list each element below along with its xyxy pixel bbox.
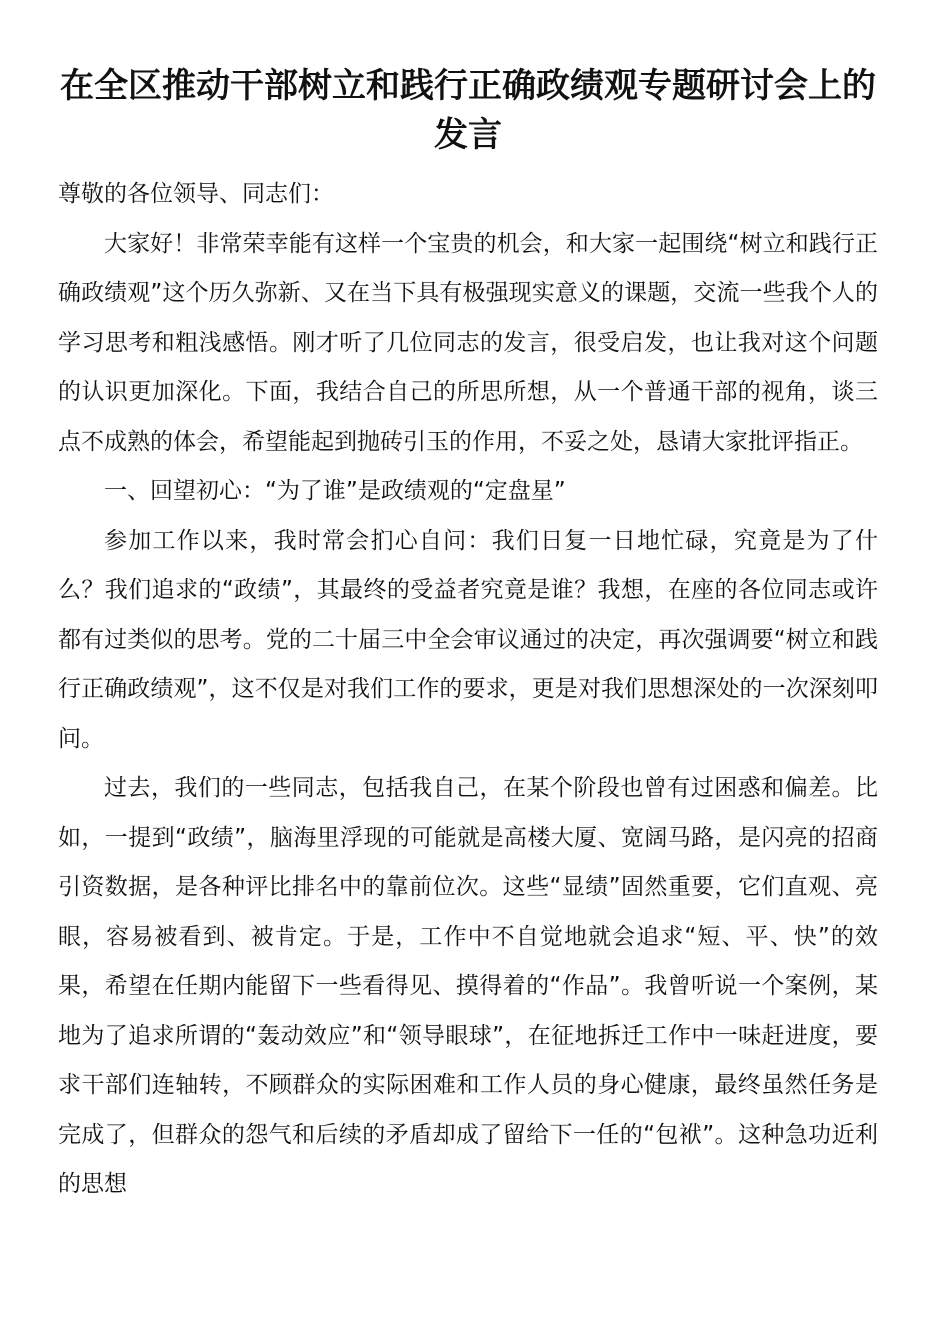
paragraph-intro: 大家好！非常荣幸能有这样一个宝贵的机会，和大家一起围绕“树立和践行正确政绩观”这个历久弥新、又在当下具有极强现实意义的课题，交流一些我个人的学习思考和粗浅感悟。刚才听了几位同志的发言，很受启发，也让我对这个问题的认识更加深化。下面，我结合自己的所思所想，从一个普通干部的视角，谈三点不成熟的体会，希望能起到抛砖引玉的作用，不妥之处，恳请大家批评指正。 bbox=[58, 230, 878, 455]
paragraph-section1-2: 过去，我们的一些同志，包括我自己，在某个阶段也曾有过困惑和偏差。比如，一提到“政绩”，脑海里浮现的可能就是高楼大厦、宽阔马路，是闪亮的招商引资数据，是各种评比排名中的靠前位次。这些“显绩”固然重要，它们直观、亮眼，容易被看到、被肯定。于是，工作中不自觉地就会追求“短、平、快”的效果，希望在任期内能留下一些看得见、摸得着的“作品”。我曾听说一个案例，某地为了追求所谓的“轰动效应”和“领导眼球”，在征地拆迁工作中一味赶进度，要求干部们连轴转，不顾群众的实际困难和工作人员的身心健康，最终虽然任务是完成了，但群众的怨气和后续的矛盾却成了留给下一任的“包袱”。这种急功近利的思想 bbox=[58, 775, 878, 1197]
salutation: 尊敬的各位领导、同志们： bbox=[58, 181, 334, 207]
document-title: 在全区推动干部树立和践行正确政绩观专题研讨会上的发言 bbox=[60, 66, 876, 155]
paragraph-section1-1: 参加工作以来，我时常会扪心自问：我们日复一日地忙碌，究竟是为了什么？我们追求的“政绩”，其最终的受益者究竟是谁？我想，在座的各位同志或许都有过类似的思考。党的二十届三中全会审议通过的决定，再次强调要“树立和践行正确政绩观”，这不仅是对我们工作的要求，更是对我们思想深处的一次深刻叩问。 bbox=[58, 527, 878, 752]
section-heading-1: 一、回望初心：“为了谁”是政绩观的“定盘星” bbox=[104, 478, 566, 504]
